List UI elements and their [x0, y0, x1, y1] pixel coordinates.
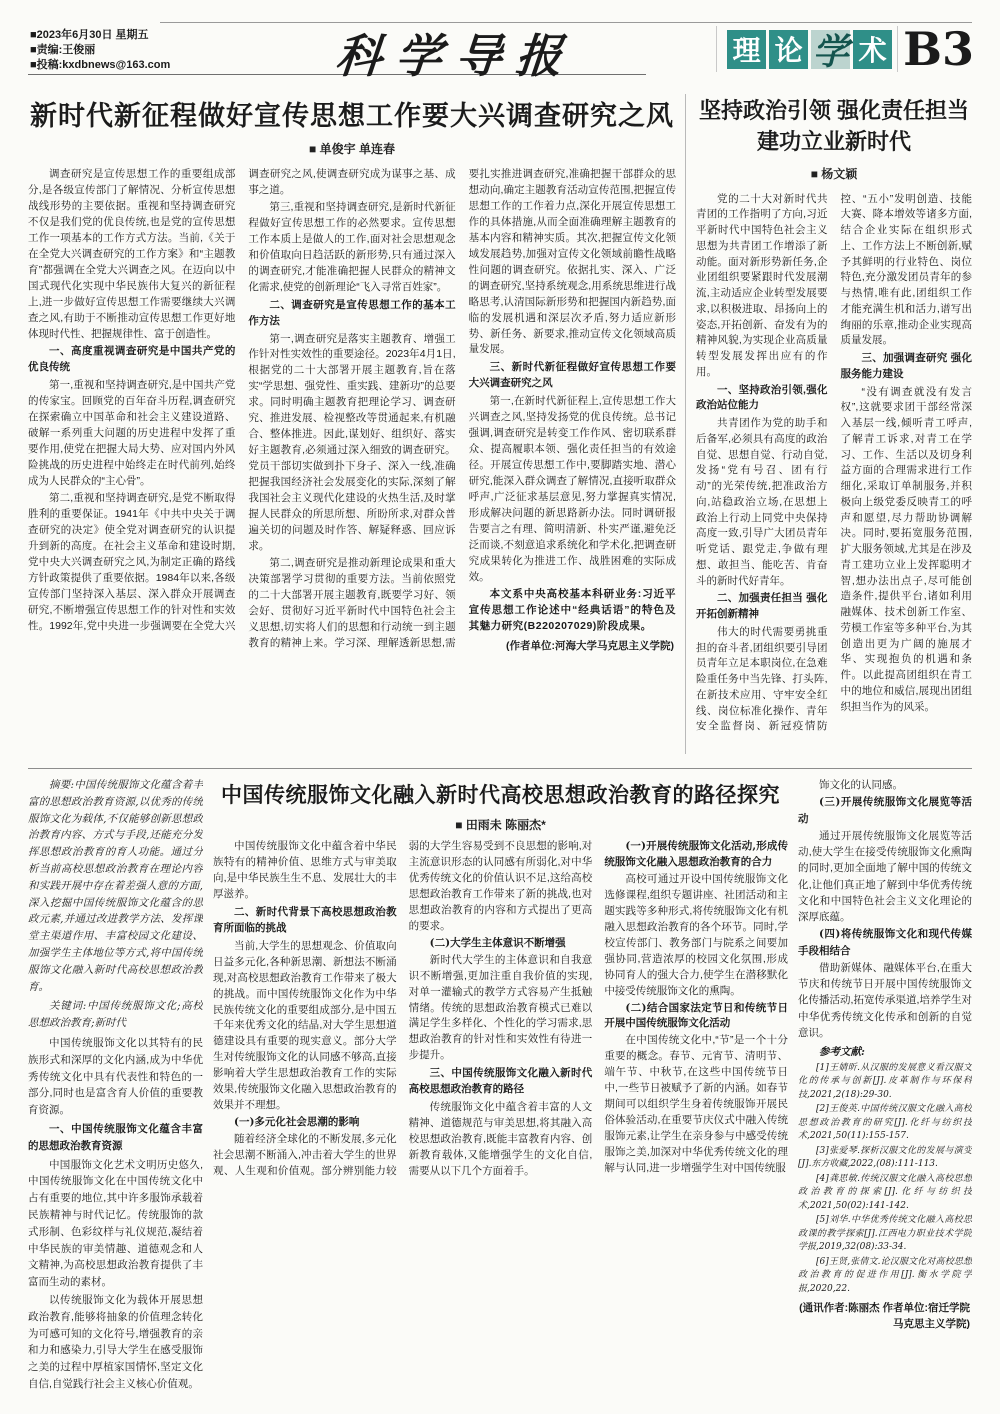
sub-heading: (一)多元化社会思潮的影响 [234, 1116, 360, 1129]
body-paragraph: 以传统服饰文化为载体开展思想政治教育,能够将抽象的价值理念转化为可感可知的文化符号,增强教育的亲和力和感染力,引导大学生在感受服饰之美的过程中厚植家国情怀,坚定文化自信,自觉践行社会主义核心价值观。 [28, 1293, 203, 1390]
section-heading: 一、高度重视调查研究是中国共产党的优良传统 [28, 345, 236, 374]
section-heading: 三、新时代新征程做好宣传思想工作要大兴调查研究之风 [468, 361, 676, 390]
body-paragraph: 第二,调查研究是推动新理论成果和重大决策部署学习贯彻的重要方法。当前依照党的二十大部署开展主题教育,既要学习好、领会好、贯彻好习近平新时代中国特色社会主义思想,切实将人们的思想和行动统一到主题教育的精神上来。学习深、理解透新思想,需要扎实推进调查研究,准确把握干部群众的思想动向,确定主题教育活动宣传范围,把握宣传思想工作的工作着力点,深化开展宣传思想工作的具体措施,从而全面准确理解主题教育的基本内容和精神实质。其次,把握宣传文化领域发展趋势,加强对宣传文化领域前瞻性战略性问题的调查研究。依据扎实、深入、广泛的调查研究,坚持系统观念,用系统思维进行战略思考,认清国际新形势和把握国内新趋势,面临的发展机遇和深层次矛盾,努力适应新形势、新任务、新要求,推动宣传文化领域高质量发展。 [248, 168, 676, 649]
article-right-byline: ■ 杨文颖 [810, 166, 858, 181]
horizontal-separator [28, 768, 972, 769]
header-meta [30, 28, 330, 73]
section-heading: 二、调查研究是宣传思想工作的基本工作方法 [248, 298, 456, 327]
sub-heading: (二)大学生主体意识不断增强 [429, 936, 566, 949]
page-header [0, 0, 1000, 84]
article-bottom-title: 中国传统服饰文化融入新时代高校思想政治教育的路径探究 [221, 784, 780, 807]
body-paragraph: 借助新媒体、融媒体平台,在重大节庆和传统节日开展中国传统服饰文化传播活动,拓宽传承渠道,培养学生对中华优秀传统文化传承和创新的自觉意识。 [798, 961, 972, 1039]
body-paragraph: 高校可通过开设中国传统服饰文化选修课程,组织专题讲座、社团活动和主题实践等多种形式,将传统服饰文化有机融入思想政治教育的各个环节。同时,学校宣传部门、教务部门与院系之间要加强协同,营造浓厚的校园文化氛围,形成协同育人的强大合力,使学生在潜移默化中接受传统服饰文化的熏陶。 [604, 872, 788, 997]
page-number: B3 [897, 26, 974, 72]
sub-heading: (一)开展传统服饰文化活动,形成传统服饰文化融入思想政治教育的合力 [604, 840, 788, 868]
author-credit: (通讯作者:陈丽杰 作者单位:宿迁学院马克思主义学院) [799, 1302, 970, 1331]
references-heading: 参考文献: [819, 1046, 865, 1059]
article-bottom-right-column [798, 777, 972, 1406]
section-heading: 二、新时代背景下高校思想政治教育所面临的挑战 [213, 905, 397, 934]
keywords: 关键词:中国传统服饰文化;高校思想政治教育;新时代 [28, 1000, 203, 1030]
publication-date: ■2023年6月30日 星期五 [30, 29, 149, 41]
body-paragraph: 中国传统服饰文化以其特有的民族形式和深厚的文化内涵,成为中华优秀传统文化中具有代表性和特色的一部分,同时也是富含育人价值的重要教育资源。 [28, 1036, 203, 1117]
funding-note: 本文系中央高校基本科研业务:习近平宣传思想工作论述中“经典话语”的特色及其魅力研究(B220207029)阶段成果。 [468, 587, 676, 632]
body-paragraph: 传统服饰文化中蕴含着丰富的人文精神、道德规范与审美思想,将其融入高校思想政治教育,既能丰富教育内容、创新教育载体,又能增强学生的文化自信,需要从以下几个方面着手。 [408, 1101, 593, 1178]
article-right-title-line2: 建功立业新时代 [756, 128, 911, 154]
article-main-byline: ■ 单俊宇 单连春 [309, 142, 395, 156]
body-paragraph: 调查研究是宣传思想工作的重要组成部分,是各级宣传部门了解情况、分析宣传思想战线形势的主要依据。重视和坚持调查研究不仅是我们党的优良传统,也是党的宣传思想工作一项基本的工作方式方法。当前,《关于在全党大兴调查研究的工作方案》和“主题教育”都强调在全党大兴调查之风。在迈向以中国式现代化实现中华民族伟大复兴的新征程上,进一步做好宣传思想工作需要继续大兴调查之风,有助于不断推动宣传思想工作更好地体现时代性、把握规律性、富于创造性。 [28, 168, 236, 340]
abstract: 摘要:中国传统服饰文化蕴含着丰富的思想政治教育资源,以优秀的传统服饰文化为载体,不仅能够创新思想政治教育内容、方式与手段,还能充分发挥思想政治教育的育人功能。通过分析当前高校思想政治教育在理论内容和实践开展中存在着差强人意的方面,深入挖掘中国传统服饰文化蕴含的思政元素,并通过改进教学方法、发挥课堂主渠道作用、丰富校园文化建设、加强学生主体地位等方式,将中国传统服饰文化融入新时代高校思想政治教育。 [28, 779, 203, 993]
body-paragraph: 第二,重视和坚持调查研究,是党不断取得胜利的重要保证。1941年《中共中央关于调查研究的决定》使全党对调查研究的认识提升到新的高度。在社会主义革命和建设时期,党中央大兴调查研究之风,为制定正确的路线方针政策提供了重要依据。1984年以来,各级宣传部门坚持深入基层、深入群众开展调查研究,不断增强宣传思想工作的针对性和实效性。1992年,党中央进一步强调要在全党大兴调查研究之风,使调查研究成为谋事之基、成事之道。 [28, 168, 456, 632]
article-main-title: 新时代新征程做好宣传思想工作要大兴调查研究之风 [30, 101, 674, 131]
section-heading: 三、中国传统服饰文化融入新时代高校思想政治教育的路径 [408, 1067, 593, 1096]
reference-item: [2]王俊英.中国传统汉服文化融入高校思想政治教育的研究[J].化纤与纺织技术,2021,50(11):155-157. [798, 1104, 972, 1142]
article-bottom-byline: ■ 田雨未 陈丽杰* [455, 818, 546, 832]
body-paragraph: 通过开展传统服饰文化展览等活动,使大学生在接受传统服饰文化熏陶的同时,更加全面地了解中国的传统文化,让他们真正地了解到中华优秀传统文化和中国特色社会主义文化理论的深厚底蕴。 [798, 829, 972, 924]
body-paragraph: 饰文化的认同感。 [819, 779, 903, 791]
section-char-box-stylized: 学 [812, 30, 849, 73]
section-char-box: 术 [853, 30, 892, 69]
article-right-body [696, 192, 972, 744]
body-paragraph: 新时代大学生的主体意识和自我意识不断增强,更加注重自我价值的实现,对单一灌输式的教学方式容易产生抵触情绪。传统的思想政治教育模式已难以满足学生多样化、个性化的学习需求,思想政治教育的针对性和实效性有待进一步提升。 [408, 953, 593, 1062]
masthead-logo: 科学导报 [333, 29, 579, 83]
sub-heading: (三)开展传统服饰文化展览等活动 [798, 796, 972, 825]
section-char-box: 理 [727, 30, 766, 69]
author-credit: (作者单位:河海大学马克思主义学院) [505, 639, 674, 652]
body-paragraph: 第一,调查研究是落实主题教育、增强工作针对性实效性的重要途径。2023年4月1日,根据党的二十大部署开展主题教育,旨在落实“学思想、强党性、重实践、建新功”的总要求。同时明确主题教育把理论学习、调查研究、推进发展、检视整改等贯通起来,有机融合、整体推进。因此,谋划好、组织好、落实好主题教育,必须通过深入细致的调查研究。党员干部切实做到扑下身子、深入一线,准确把握我国经济社会发展变化的实际,深刻了解我国社会主义现代化建设的火热生活,及时掌握人民群众的所思所想、所盼所求,对群众普遍关切的问题及时作答、解疑释惑、回应诉求。 [248, 332, 456, 552]
section-char-box: 论 [769, 30, 808, 69]
body-paragraph: 第三,重视和坚持调查研究,是新时代新征程做好宣传思想工作的必然要求。宣传思想工作本质上是做人的工作,面对社会思想观念和价值取向日趋活跃的新形势,只有通过深入的调查研究,才能准确把握人民群众的精神文化需求,使党的创新理论“飞入寻常百姓家”。 [248, 200, 456, 293]
body-paragraph: 党的二十大对新时代共青团的工作指明了方向,习近平新时代中国特色社会主义思想为共青团工作增添了新动能。面对新形势新任务,企业团组织要紧跟时代发展潮流,主动适应企业转型发展要求,以积极进取、昂扬向上的姿态,开拓创新、奋发有为的精神风貌,为实现企业高质量转型发展发挥出应有的作用。 [696, 192, 828, 378]
article-bottom-body [213, 839, 788, 1406]
reference-item: [4]龚思敏.传统汉服文化融入高校思想政治教育的探索[J].化纤与纺织技术,2021,50(02):141-142. [798, 1173, 972, 1211]
body-paragraph: 随着经济全球化的不断发展,多元化社会思潮不断涌入,冲击着大学生的世界观、人生观和价值观。部分辨别能力较弱的大学生容易受到不良思想的影响,对主流意识形态的认同感有所弱化,对中华优秀传统文化的价值认识不足,这给高校思想政治教育工作带来了新的挑战,也对思想政治教育的内容和方式提出了更高的要求。 [213, 840, 593, 1178]
body-paragraph: 中国传统服饰文化中蕴含着中华民族特有的精神价值、思维方式与审美取向,是中华民族生生不息、发展壮大的丰厚滋养。 [213, 840, 397, 900]
sub-heading: (二)结合国家法定节日和传统节日开展中国传统服饰文化活动 [604, 1001, 788, 1030]
editor-line: ■责编:王俊丽 [30, 44, 96, 56]
body-paragraph: 伟大的时代需要勇挑重担的奋斗者,团组织要引导团员青年立足本职岗位,在急难险重任务中当先锋、打头阵,在新技术应用、守牢安全红线、岗位标准化操作、青年安全监督岗、新冠疫情防控、“五小”发明创造、技能大赛、降本增效等诸多方面,结合企业实际在组织形式上、工作方法上不断创新,赋予其鲜明的行业特色、岗位特色,充分激发团员青年的参与热情,唯有此,团组织工作才能充满生机和活力,谱写出绚丽的乐章,推动企业实现高质量发展。 [696, 192, 972, 733]
reference-item: [6]王贤,张倩文.论汉服文化对高校思想政治教育的促进作用[J].衡水学院学报,2020,22. [798, 1256, 972, 1294]
body-paragraph: 中国服饰文化艺术文明历史悠久,中国传统服饰文化在中国传统文化中占有重要的地位,其中许多服饰承载着民族精神与时代记忆。传统服饰的款式形制、色彩纹样与礼仪规范,凝结着中华民族的审美情趣、道德观念和人文精神,为高校思想政治教育提供了丰富而生动的素材。 [28, 1158, 203, 1289]
reference-item: [3]张爱琴.探析汉服文化的发展与演变[J].东方收藏,2022,(08):111-113. [798, 1145, 972, 1170]
body-paragraph: 当前,大学生的思想观念、价值取向日益多元化,各种新思潮、新想法不断涌现,对高校思想政治教育工作带来了极大的挑战。而中国传统服饰文化作为中华民族传统文化的重要组成部分,是中国五千年来优秀文化的结晶,对大学生思想道德建设具有重要的现实意义。部分大学生对传统服饰文化的认同感不够高,直接影响着大学生思想政治教育工作的实际效果,传统服饰文化融入思想政治教育的效果并不理想。 [213, 939, 397, 1112]
article-bottom [28, 777, 972, 1406]
body-paragraph: 在中国传统文化中,“节”是一个十分重要的概念。春节、元宵节、清明节、端午节、中秋节,在这些中国传统节日中,一些节日被赋予了新的内涵。如春节期间可以组织学生身着传统服饰开展民俗体验活动,在重要节庆仪式中融入传统服饰元素,让学生在亲身参与中感受传统服饰之美,加深对中华优秀传统文化的理解与认同,进一步增强学生对中国传统服 [604, 1034, 788, 1175]
body-paragraph: 共青团作为党的助手和后备军,必须具有高度的政治自觉、思想自觉、行动自觉,发扬“党有号召、团有行动”的光荣传统,把准政治方向,站稳政治立场,在思想上政治上行动上同党中央保持高度一致,引导广大团员青年听党话、跟党走,争做有理想、敢担当、能吃苦、肯奋斗的新时代好青年。 [696, 417, 828, 587]
section-heading: 三、加强调查研究 强化服务能力建设 [840, 352, 972, 380]
article-main-body [28, 167, 676, 745]
article-main [28, 86, 685, 762]
article-bottom-left-column [28, 777, 203, 1406]
article-right [686, 86, 972, 762]
body-paragraph: 第一,重视和坚持调查研究,是中国共产党的传家宝。回顾党的百年奋斗历程,调查研究在探索确立中国革命和社会主义建设道路、破解一系列重大问题的历史进程中发挥了重要作用,使党在把握大局大势、应对国内外风险挑战的历史进程中始终走在时代前列,始终成为人民群众的“主心骨”。 [28, 379, 236, 488]
submission-email: ■投稿:kxdbnews@163.com [30, 59, 171, 71]
article-right-title-line1: 坚持政治引领 强化责任担当 [698, 98, 970, 123]
article-right-title [696, 96, 972, 158]
body-paragraph: “没有调查就没有发言权”,这就要求团干部经常深入基层一线,倾听青工呼声,了解青工诉求,对青工在学习、工作、生活以及切身利益方面的合理需求进行工作细化,采取订单制服务,并积极向上级党委反映青工的呼声和愿望,尽力帮助协调解决。同时,要拓宽服务范围,扩大服务领域,尤其是在涉及青工建功立业上发挥聪明才智,想办法出点子,尽可能创造条件,提供平台,诸如利用融媒体、技术创新工作室、劳模工作室等多种平台,为其创造出更为广阔的施展才华、实现抱负的机遇和条件。以此提高团组织在青工中的地位和威信,展现出团组织担当作为的风采。 [840, 385, 972, 713]
body-paragraph: 第一,在新时代新征程上,宣传思想工作大兴调查之风,坚持发扬党的优良传统。总书记强调,调查研究是转变工作作风、密切联系群众、提高履职本领、强化责任担当的有效途径。开展宣传思想工作中,要脚踏实地、潜心研究,能深入群众调查了解情况,直接听取群众呼声,广泛征求基层意见,努力掌握真实情况,形成解决问题的新思路新办法。同时调研报告要言之有理、简明清新、朴实严谨,避免泛泛而谈,不刻意追求系统化和学术化,把调查研究成果转化为推进工作、战胜困难的实际成效。 [468, 395, 676, 583]
top-article-row [28, 86, 972, 762]
section-heading: 二、加强责任担当 强化开拓创新精神 [696, 592, 828, 621]
reference-item: [1]王婧昕.从汉服的发展意义看汉服文化的传承与创新[J].皮革制作与环保科技,2021,2(18):29-30. [798, 1062, 972, 1100]
reference-item: [5]刘华.中华优秀传统文化融入高校思政课的教学探索[J].江西电力职业技术学院学报,2019,32(08):33-34. [798, 1215, 972, 1253]
section-heading: 一、坚持政治引领,强化政治站位能力 [696, 383, 828, 412]
sub-heading: (四)将传统服饰文化和现代传媒手段相结合 [798, 928, 972, 957]
section-label [716, 22, 974, 76]
article-bottom-center [213, 777, 788, 1406]
section-heading: 一、中国传统服饰文化蕴含丰富的思想政治教育资源 [28, 1122, 203, 1152]
